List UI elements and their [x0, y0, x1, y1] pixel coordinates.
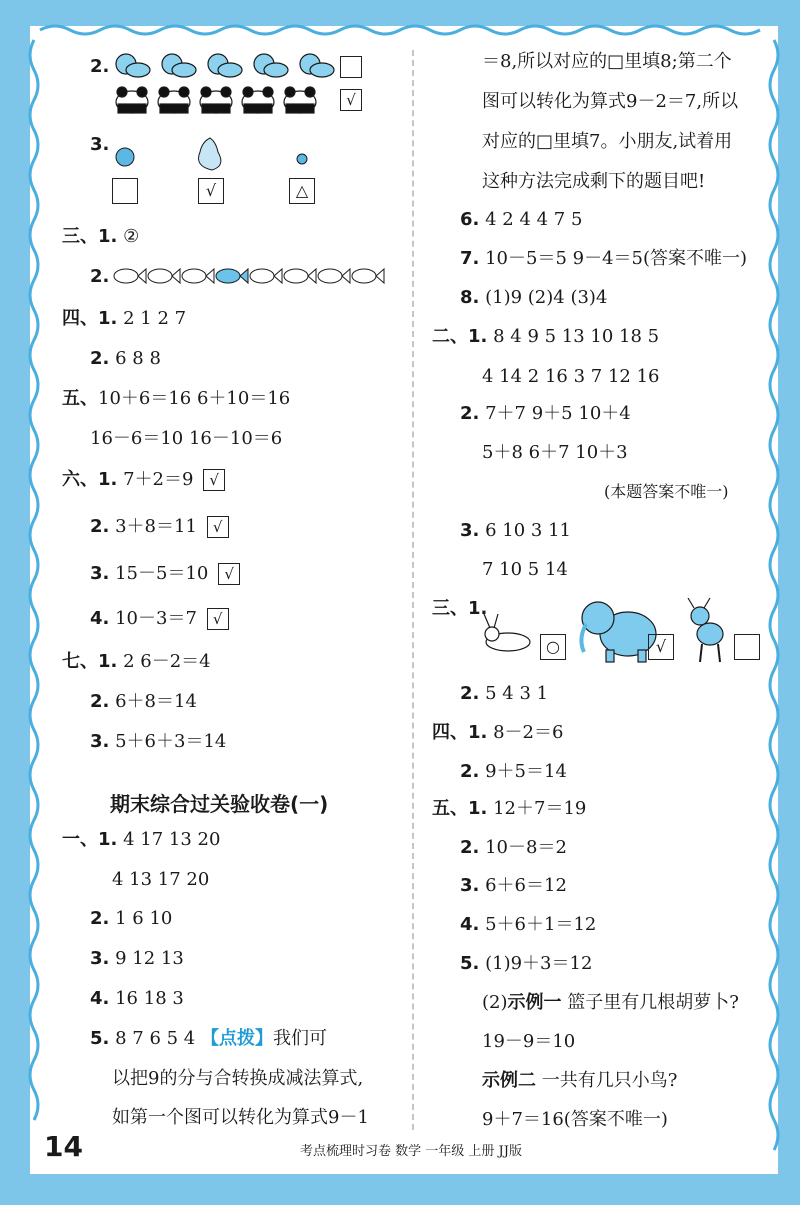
- q3-box-1: [112, 178, 138, 211]
- right-s5-5b: (2)示例一 篮子里有几根胡萝卜?: [482, 992, 739, 1013]
- fish-icon: [148, 269, 180, 283]
- right-s5-5: 5. (1)9＋3＝12: [460, 953, 593, 974]
- column-divider: [412, 50, 414, 1130]
- answer-box: √: [207, 608, 229, 630]
- left-s7-2: 2. 6＋8＝14: [90, 691, 197, 712]
- fish-icon: [352, 269, 384, 283]
- q2-box1-wrap: [336, 55, 362, 79]
- fish-icon: [182, 269, 214, 283]
- right-s2-1a: 二、1. 8 4 9 5 13 10 18 5: [432, 326, 660, 347]
- answer-box: [112, 178, 138, 204]
- right-r3: 对应的□里填7。小朋友,试着用: [482, 131, 733, 152]
- answer-box: [734, 634, 760, 660]
- left-s6-3: 3. 15－5＝10 √: [90, 562, 240, 586]
- right-s5-5c: 19－9＝10: [482, 1031, 576, 1052]
- hint-label: 【点拨】: [200, 1028, 273, 1049]
- right-q6: 6. 4 2 4 4 7 5: [460, 209, 583, 230]
- answer-box: √: [648, 634, 674, 660]
- footer-text: 考点梳理时习卷 数学 一年级 上册 JJ版: [300, 1144, 522, 1159]
- right-s2-3a: 3. 6 10 3 11: [460, 520, 571, 541]
- lion-icon: [254, 54, 288, 77]
- left-s5-1: 五、10＋6＝16 6＋10＝16: [62, 388, 291, 409]
- left-e1-3: 3. 9 12 13: [90, 948, 184, 969]
- panda-icon: [158, 87, 190, 113]
- left-s6-2: 2. 3＋8＝11 √: [90, 515, 229, 539]
- panda-icon: [242, 87, 274, 113]
- q2-label: 2.: [90, 56, 110, 77]
- right-r1: ＝8,所以对应的□里填8;第二个: [482, 51, 732, 72]
- s3-box-1: [540, 634, 566, 660]
- left-e1-5c: 如第一个图可以转化为算式9－1: [112, 1107, 369, 1128]
- right-r2: 图可以转化为算式9－2＝7,所以: [482, 91, 739, 112]
- apple-icon: [116, 148, 134, 166]
- s3-box-3: [734, 634, 760, 667]
- fish-icon: [250, 269, 282, 283]
- lion-icon: [162, 54, 196, 77]
- left-s6-1: 六、1. 7＋2＝9 √: [62, 468, 225, 492]
- q2-box2-wrap: [336, 88, 362, 112]
- s3-box-2: [648, 634, 674, 660]
- left-s7-1: 七、1. 2 6－2＝4: [62, 651, 211, 672]
- right-s5-3: 3. 6＋6＝12: [460, 875, 567, 896]
- fish-icons: [112, 262, 387, 290]
- right-s3-1: 三、1.: [432, 598, 488, 619]
- panda-icon: [116, 87, 148, 113]
- small-fruit-icon: [297, 154, 307, 164]
- elephant-icon: [581, 602, 656, 662]
- right-s5-2: 2. 10－8＝2: [460, 837, 567, 858]
- left-s4-1: 四、1. 2 1 2 7: [62, 308, 187, 329]
- left-e1-1a: 一、1. 4 17 13 20: [62, 829, 221, 850]
- left-s6-4: 4. 10－3＝7 √: [90, 607, 229, 631]
- fish-icon: [216, 269, 248, 283]
- q3-label: 3.: [90, 134, 110, 155]
- left-q2-row1: [90, 55, 109, 79]
- fish-icon: [318, 269, 350, 283]
- panda-icon: [200, 87, 232, 113]
- right-s4-2: 2. 9＋5＝14: [460, 761, 567, 782]
- right-s2-1b: 4 14 2 16 3 7 12 16: [482, 366, 660, 387]
- answer-box: ○: [540, 634, 566, 660]
- right-s2-note: (本题答案不唯一): [604, 482, 729, 501]
- rabbit-icon: [484, 614, 530, 651]
- lion-icon: [116, 54, 150, 77]
- left-s4-2: 2. 6 8 8: [90, 348, 161, 369]
- left-s5-2: 16－6＝10 16－10＝6: [90, 428, 283, 449]
- right-s3-2: 2. 5 4 3 1: [460, 683, 549, 704]
- right-s2-2a: 2. 7＋7 9＋5 10＋4: [460, 403, 631, 424]
- right-s5-4: 4. 5＋6＋1＝12: [460, 914, 597, 935]
- answer-box: √: [198, 178, 224, 204]
- fruit-icons: [110, 130, 320, 176]
- pear-icon: [199, 138, 221, 170]
- right-s5-1: 五、1. 12＋7＝19: [432, 798, 587, 819]
- answer-box: √: [218, 563, 240, 585]
- right-s5-5d: 示例二 一共有几只小鸟?: [482, 1070, 678, 1091]
- section-title: 期末综合过关验收卷(一): [110, 792, 329, 816]
- answer-box: √: [207, 516, 229, 538]
- animal-icons: [478, 594, 748, 664]
- left-q3-label: [90, 133, 109, 157]
- right-q7: 7. 10－5＝5 9－4＝5(答案不唯一): [460, 248, 748, 269]
- fish-icon: [284, 269, 316, 283]
- left-e1-5b: 以把9的分与合转换成减法算式,: [112, 1068, 364, 1089]
- answer-box: △: [289, 178, 315, 204]
- answer-box: √: [203, 469, 225, 491]
- left-s3-1: 三、1. ②: [62, 226, 140, 247]
- lion-icons: [110, 48, 335, 84]
- right-s5-5e: 9＋7＝16(答案不唯一): [482, 1109, 668, 1130]
- right-s4-1: 四、1. 8－2＝6: [432, 722, 564, 743]
- fish-icon: [114, 269, 146, 283]
- q3-box-2: [198, 178, 224, 204]
- answer-box: √: [340, 89, 362, 111]
- left-s7-3: 3. 5＋6＋3＝14: [90, 731, 227, 752]
- right-r4: 这种方法完成剩下的题目吧!: [482, 171, 706, 192]
- right-q8: 8. (1)9 (2)4 (3)4: [460, 287, 608, 308]
- left-e1-2: 2. 1 6 10: [90, 908, 173, 929]
- left-e1-5: 5. 8 7 6 5 4 【点拨】我们可: [90, 1028, 327, 1049]
- right-s2-2b: 5＋8 6＋7 10＋3: [482, 442, 628, 463]
- left-e1-1b: 4 13 17 20: [112, 869, 210, 890]
- lion-icon: [208, 54, 242, 77]
- panda-icon: [284, 87, 316, 113]
- deer-icon: [688, 598, 723, 662]
- panda-icons: [110, 84, 335, 116]
- left-s3-2: 2.: [90, 266, 110, 287]
- lion-icon: [300, 54, 334, 77]
- right-s2-3b: 7 10 5 14: [482, 559, 568, 580]
- left-e1-4: 4. 16 18 3: [90, 988, 184, 1009]
- page-number: 14: [44, 1130, 83, 1163]
- answer-box: [340, 56, 362, 78]
- q3-box-3: [289, 178, 315, 204]
